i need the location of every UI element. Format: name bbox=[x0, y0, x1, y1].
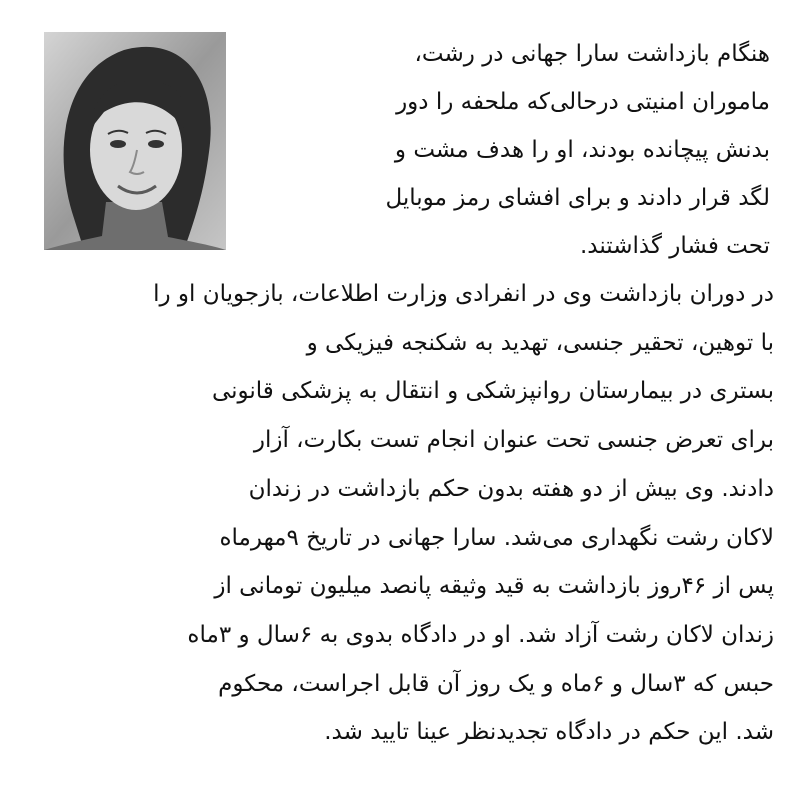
body-line: برای تعرض جنسی تحت عنوان انجام تست بکارت، آزار bbox=[253, 427, 774, 454]
body-line: شد. این حکم در دادگاه تجدیدنظر عینا تایید شد. bbox=[324, 719, 774, 746]
intro-line: لگد قرار دادند و برای افشای رمز موبایل bbox=[385, 185, 770, 211]
body-line: بستری در بیمارستان روانپزشکی و انتقال به پزشکی قانونی bbox=[211, 378, 774, 405]
body-line: دادند. وی بیش از دو هفته بدون حکم بازداشت در زندان bbox=[248, 475, 774, 502]
intro-line: تحت فشار گذاشتند. bbox=[579, 233, 770, 259]
body-line: زندان لاکان رشت آزاد شد. او در دادگاه بدوی به ۶سال و ۳ماه bbox=[187, 621, 774, 648]
portrait-photo bbox=[44, 32, 226, 250]
intro-line: هنگام بازداشت سارا جهانی در رشت، bbox=[414, 41, 770, 67]
body-line: حبس که ۳سال و ۶ماه و یک روز آن قابل اجراست، محکوم bbox=[218, 670, 774, 697]
body-paragraph bbox=[38, 270, 774, 757]
portrait-icon bbox=[44, 32, 226, 250]
intro-line: بدنش پیچانده بودند، او را هدف مشت و bbox=[394, 137, 770, 163]
body-line: لاکان رشت نگهداری می‌شد. سارا جهانی در تاریخ ۹مهرماه bbox=[219, 524, 774, 551]
intro-line: ماموران امنیتی درحالی‌که ملحفه را دور bbox=[396, 89, 770, 115]
body-line: پس از ۴۶روز بازداشت به قید وثیقه پانصد میلیون تومانی از bbox=[214, 573, 774, 600]
body-line: با توهین، تحقیر جنسی، تهدید به شکنجه فیزیکی و bbox=[306, 329, 774, 356]
intro-paragraph bbox=[240, 30, 770, 270]
body-line: در دوران بازداشت وی در انفرادی وزارت اطلاعات، بازجویان او را bbox=[153, 281, 774, 307]
